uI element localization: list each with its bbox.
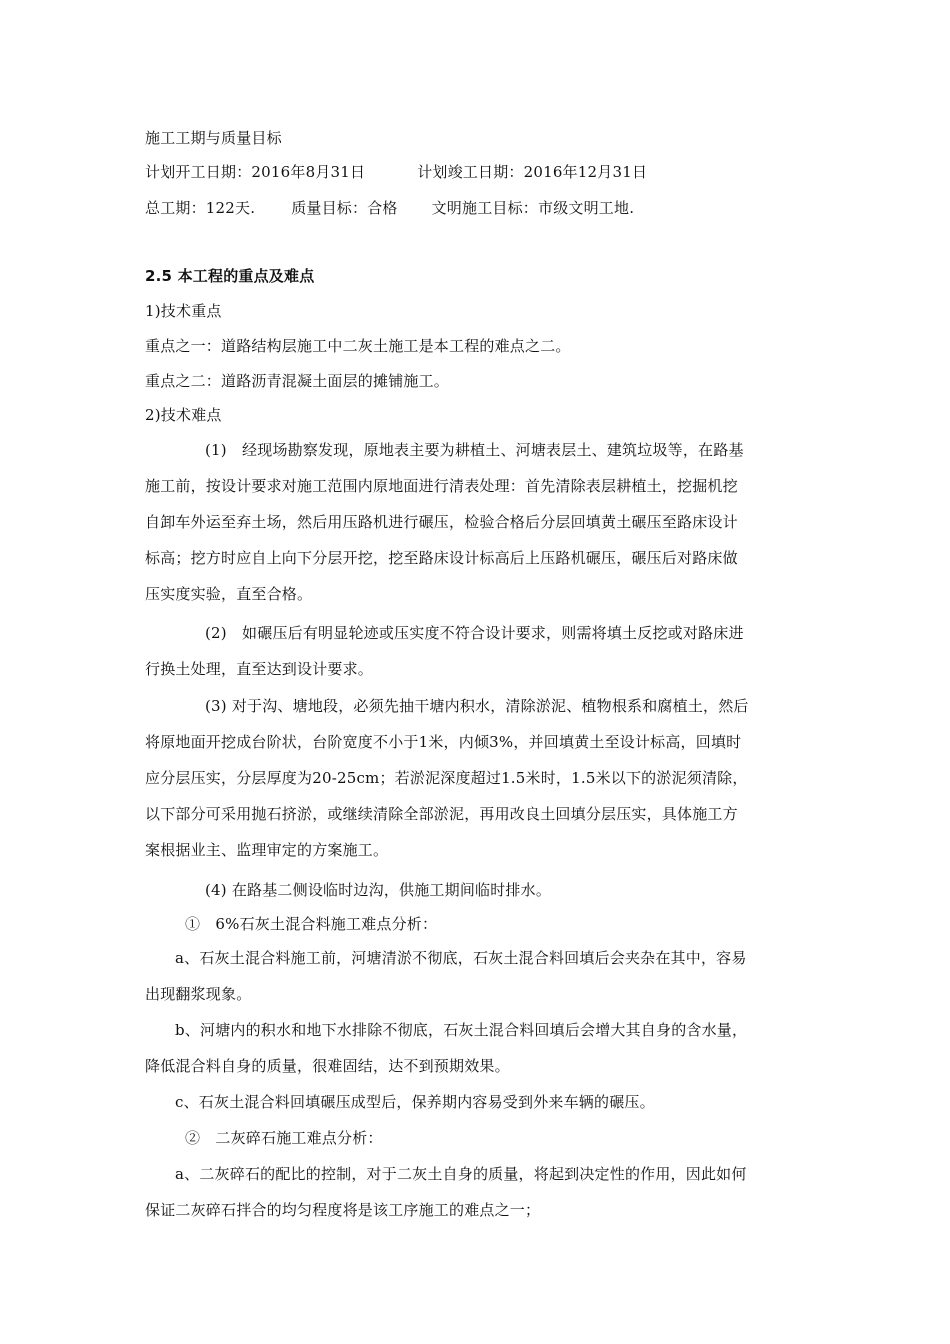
paragraph-line: 施工前，按设计要求对施工范围内原地面进行清表处理：首先清除表层耕植土，挖掘机挖: [145, 477, 738, 495]
paragraph-line: 自卸车外运至弃土场，然后用压路机进行碾压，检验合格后分层回填黄土碾压至路床设计: [145, 513, 738, 531]
planned-start-date: 计划开工日期：2016年8月31日: [145, 163, 366, 181]
schedule-title: 施工工期与质量目标: [145, 129, 282, 147]
goals-line: [145, 198, 815, 218]
section-heading: 2.5 本工程的重点及难点: [145, 267, 315, 285]
paragraph-line: (3) 对于沟、塘地段，必须先抽干塘内积水，清除淤泥、植物根系和腐植土，然后: [205, 697, 749, 715]
paragraph-line: a、石灰土混合料施工前，河塘清淤不彻底，石灰土混合料回填后会夹杂在其中，容易: [175, 949, 747, 967]
key-point-2: 重点之二：道路沥青混凝土面层的摊铺施工。: [145, 372, 450, 390]
paragraph-line: 应分层压实，分层厚度为20-25cm；若淤泥深度超过1.5米时，1.5米以下的淤泥须清除，: [145, 769, 748, 787]
planned-dates-line: [145, 162, 815, 182]
paragraph-line: b、河塘内的积水和地下水排除不彻底，石灰土混合料回填后会增大其自身的含水量，: [175, 1021, 748, 1039]
paragraph-line: 保证二灰碎石拌合的均匀程度将是该工序施工的难点之一；: [145, 1201, 541, 1219]
paragraph-line: a、二灰碎石的配比的控制，对于二灰土自身的质量，将起到决定性的作用，因此如何: [175, 1165, 747, 1183]
paragraph-line: 标高；挖方时应自上向下分层开挖，挖至路床设计标高后上压路机碾压，碾压后对路床做: [145, 549, 738, 567]
paragraph-line: (1) 经现场勘察发现，原地表主要为耕植土、河塘表层土、建筑垃圾等，在路基: [205, 441, 744, 459]
paragraph-line: 压实度实验，直至合格。: [145, 585, 313, 603]
paragraph-line: (4) 在路基二侧设临时边沟，供施工期间临时排水。: [205, 881, 552, 899]
paragraph-line: 将原地面开挖成台阶状，台阶宽度不小于1米，内倾3%，并回填黄土至设计标高，回填时: [145, 733, 742, 751]
quality-goal: 质量目标：合格: [291, 199, 398, 217]
paragraph-line: (2) 如碾压后有明显轮迹或压实度不符合设计要求，则需将填土反挖或对路床进: [205, 624, 744, 642]
total-period: 总工期：122天.: [145, 199, 256, 217]
tech-difficulty-title: 2)技术难点: [145, 406, 222, 424]
civilized-construction-goal: 文明施工目标：市级文明工地.: [431, 199, 635, 217]
subsection-title-gravel: ② 二灰碎石施工难点分析：: [185, 1129, 383, 1147]
subsection-title-lime-soil: ① 6%石灰土混合料施工难点分析：: [185, 915, 438, 933]
paragraph-line: 以下部分可采用抛石挤淤，或继续清除全部淤泥，再用改良土回填分层压实，具体施工方: [145, 805, 738, 823]
planned-end-date: 计划竣工日期：2016年12月31日: [417, 163, 648, 181]
paragraph-line: c、石灰土混合料回填碾压成型后，保养期内容易受到外来车辆的碾压。: [175, 1093, 655, 1111]
paragraph-line: 降低混合料自身的质量，很难固结，达不到预期效果。: [145, 1057, 510, 1075]
paragraph-line: 案根据业主、监理审定的方案施工。: [145, 841, 389, 859]
paragraph-line: 行换土处理，直至达到设计要求。: [145, 660, 374, 678]
tech-key-title: 1)技术重点: [145, 302, 222, 320]
paragraph-line: 出现翻浆现象。: [145, 985, 252, 1003]
key-point-1: 重点之一：道路结构层施工中二灰土施工是本工程的难点之二。: [145, 337, 571, 355]
